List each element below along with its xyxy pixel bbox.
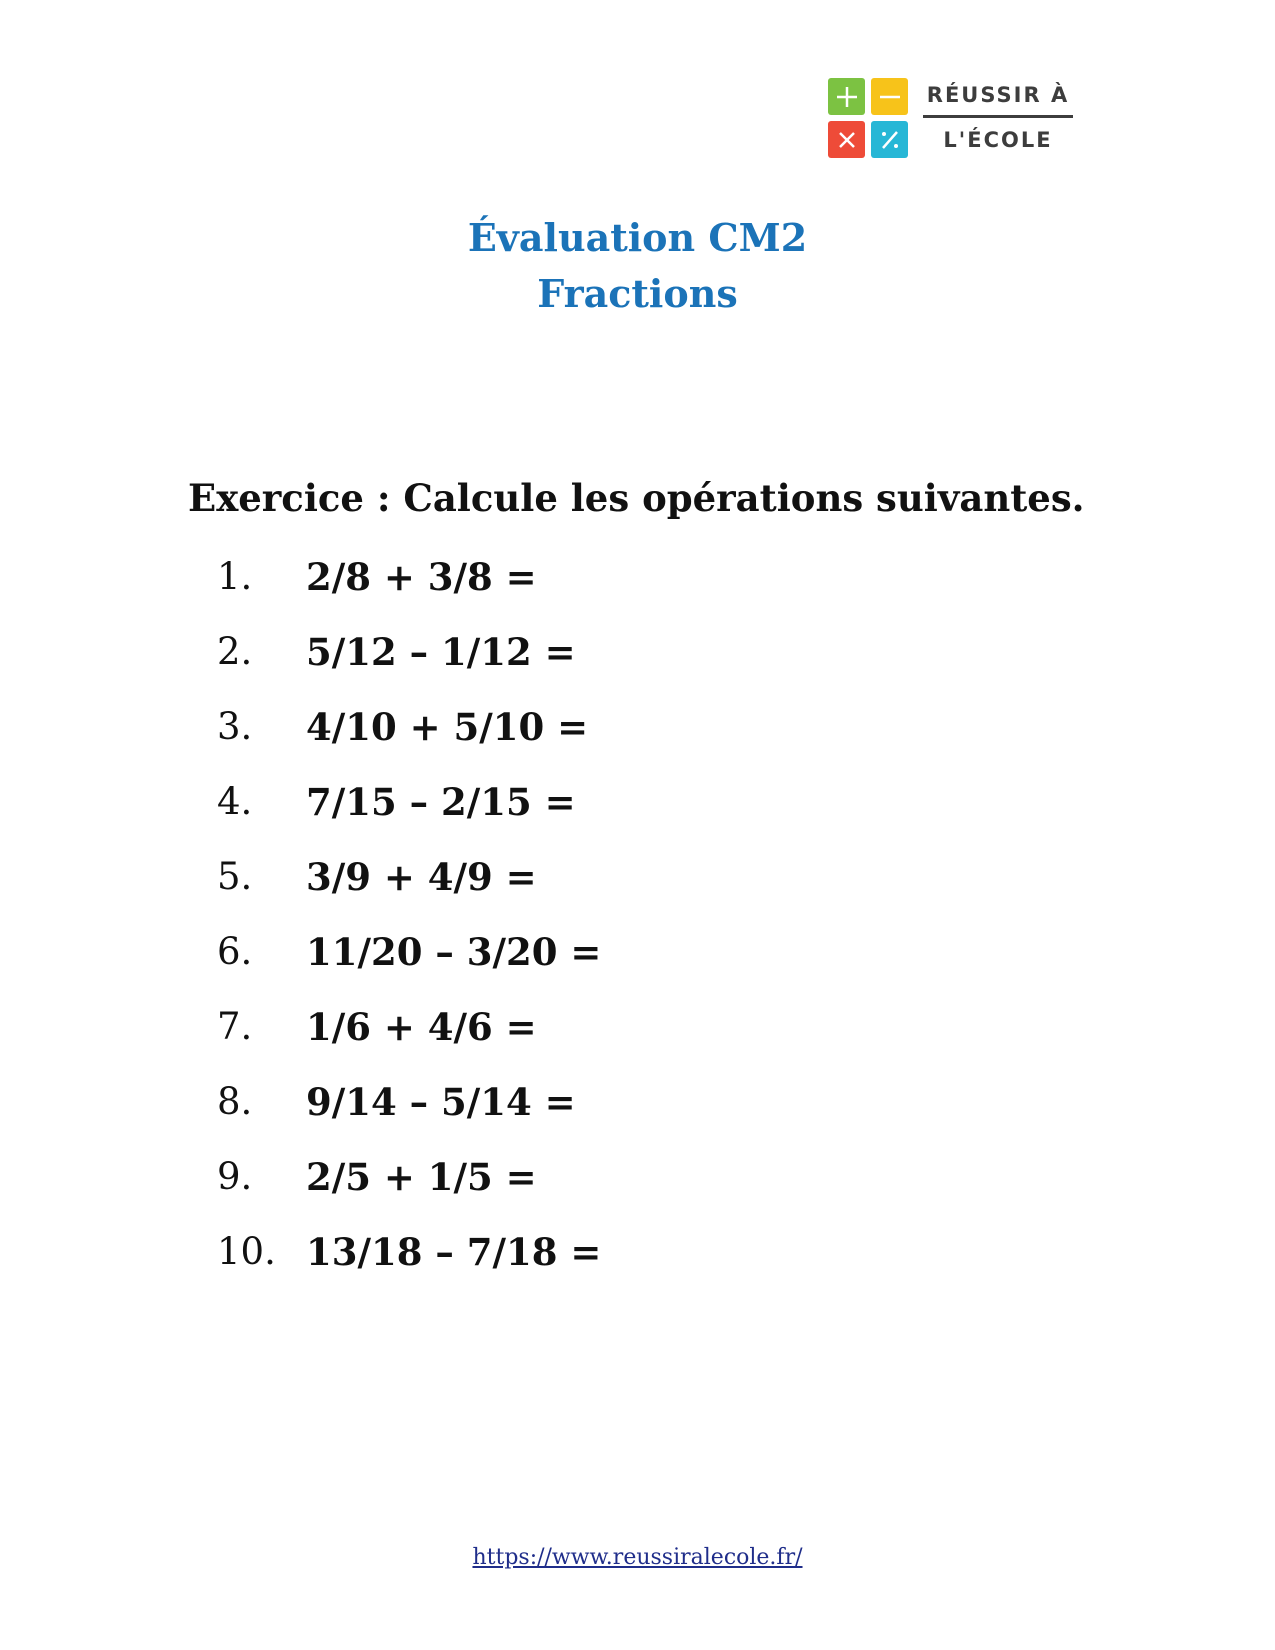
list-item	[0, 855, 1275, 915]
item-expression: 4/10 + 5/10 =	[306, 705, 589, 749]
list-item	[0, 930, 1275, 990]
item-number: 2.	[217, 630, 253, 673]
exercise-heading: Exercice : Calcule les opérations suivantes.	[188, 476, 1085, 520]
list-item	[0, 630, 1275, 690]
page-title	[0, 210, 1275, 322]
list-item	[0, 1005, 1275, 1065]
item-expression: 2/8 + 3/8 =	[306, 555, 537, 599]
logo-text-line2: L'ÉCOLE	[943, 128, 1053, 152]
logo-icon-grid	[828, 78, 910, 160]
title-line-evaluation: Évaluation CM2	[467, 215, 808, 260]
list-item	[0, 1230, 1275, 1290]
logo-divider	[923, 115, 1073, 118]
item-expression: 2/5 + 1/5 =	[306, 1155, 537, 1199]
item-expression: 7/15 – 2/15 =	[306, 780, 576, 824]
plus-icon	[828, 78, 865, 115]
footer	[0, 1545, 1275, 1570]
list-item	[0, 555, 1275, 615]
item-number: 4.	[217, 780, 253, 823]
times-icon	[828, 121, 865, 158]
item-number: 7.	[217, 1005, 253, 1048]
list-item	[0, 705, 1275, 765]
item-expression: 11/20 – 3/20 =	[306, 930, 602, 974]
item-number: 9.	[217, 1155, 253, 1198]
item-number: 3.	[217, 705, 253, 748]
item-number: 10.	[217, 1230, 276, 1273]
list-item	[0, 780, 1275, 840]
minus-icon	[871, 78, 908, 115]
item-number: 1.	[217, 555, 253, 598]
title-line-subject: Fractions	[537, 271, 738, 316]
percent-icon	[871, 121, 908, 158]
site-logo	[828, 78, 1078, 160]
list-item	[0, 1155, 1275, 1215]
item-number: 5.	[217, 855, 253, 898]
item-expression: 9/14 – 5/14 =	[306, 1080, 576, 1124]
list-item	[0, 1080, 1275, 1140]
item-number: 8.	[217, 1080, 253, 1123]
item-expression: 1/6 + 4/6 =	[306, 1005, 537, 1049]
item-expression: 5/12 – 1/12 =	[306, 630, 576, 674]
logo-text-line1: RÉUSSIR À	[926, 83, 1070, 107]
logo-wordmark	[923, 78, 1073, 160]
item-expression: 3/9 + 4/9 =	[306, 855, 537, 899]
item-number: 6.	[217, 930, 253, 973]
website-link[interactable]: https://www.reussiralecole.fr/	[472, 1545, 803, 1570]
item-expression: 13/18 – 7/18 =	[306, 1230, 602, 1274]
